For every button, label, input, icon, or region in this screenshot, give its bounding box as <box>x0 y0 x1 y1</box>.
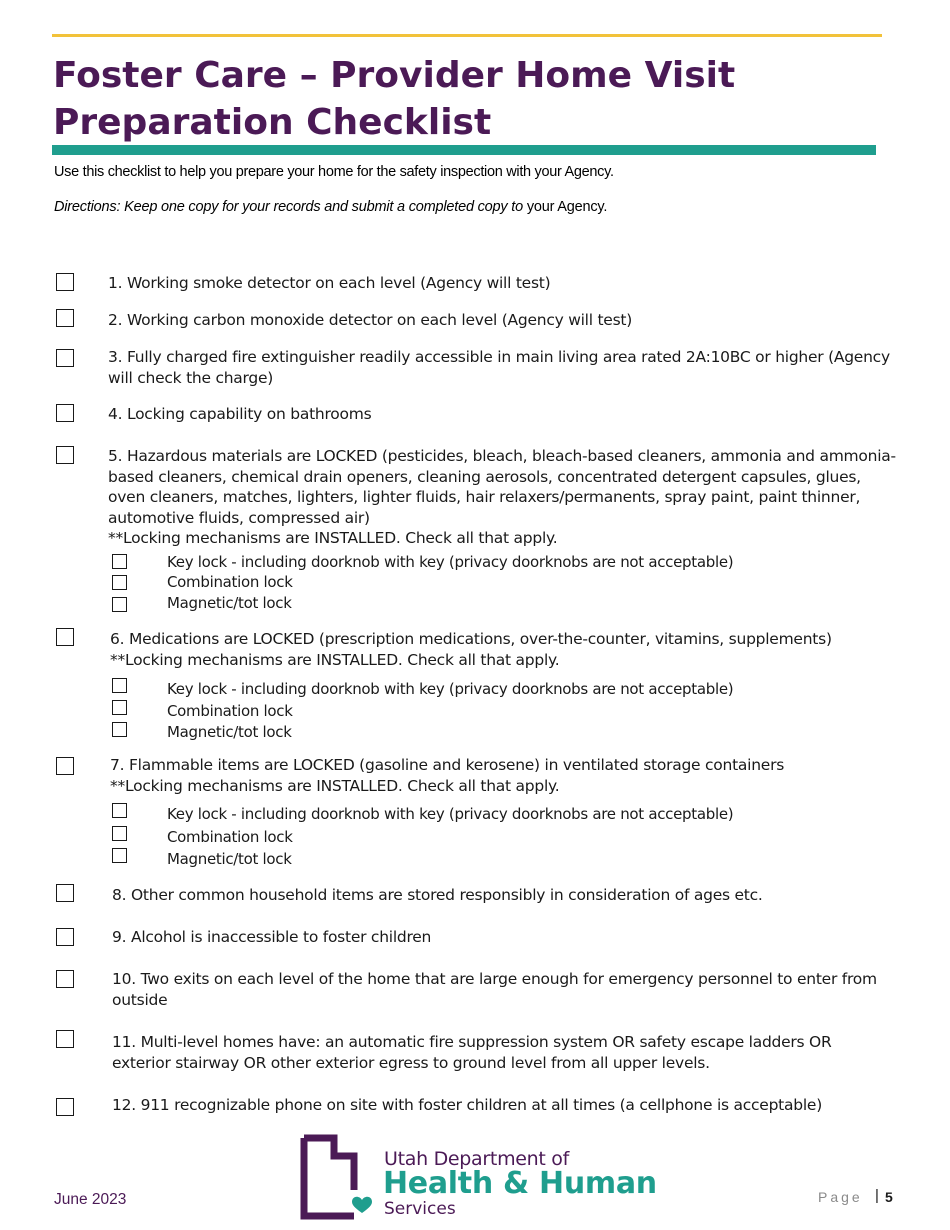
logo-text-department: Utah Department of <box>384 1148 570 1170</box>
checklist-item-7 <box>110 755 784 796</box>
checklist-item-2: 2. Working carbon monoxide detector on each level (Agency will test) <box>108 311 633 329</box>
item-7-combination-lock-label: Combination lock <box>167 828 293 846</box>
checkbox-item-6-combination-lock[interactable] <box>112 700 127 715</box>
checkbox-item-3[interactable] <box>56 349 74 367</box>
item-5-line-3: oven cleaners, matches, lighters, lighter fluids, hair relaxers/permanents, spray paint, paint thinner, <box>108 488 861 506</box>
checklist-item-10 <box>112 969 877 1010</box>
checkbox-item-7-combination-lock[interactable] <box>112 826 127 841</box>
checklist-item-12: 12. 911 recognizable phone on site with foster children at all times (a cellphone is acceptable) <box>112 1096 822 1114</box>
checkbox-item-7-magnetic-lock[interactable] <box>112 848 127 863</box>
top-gold-rule <box>52 34 882 37</box>
item-11-line-2: exterior stairway OR other exterior egress to ground level from all upper levels. <box>112 1053 710 1072</box>
item-7-magnetic-lock-label: Magnetic/tot lock <box>167 850 292 868</box>
checkbox-item-1[interactable] <box>56 273 74 291</box>
checkbox-item-6-magnetic-lock[interactable] <box>112 722 127 737</box>
checklist-item-1: 1. Working smoke detector on each level (Agency will test) <box>108 274 551 292</box>
item-10-line-1: 10. Two exits on each level of the home that are large enough for emergency personnel to enter from <box>112 970 877 988</box>
checklist-item-5 <box>108 446 896 549</box>
intro-text: Use this checklist to help you prepare your home for the safety inspection with your Agency. <box>54 164 614 180</box>
page-number: 5 <box>885 1189 893 1205</box>
item-5-combination-lock-label: Combination lock <box>167 573 293 591</box>
checklist-item-8: 8. Other common household items are stored responsibly in consideration of ages etc. <box>112 886 763 904</box>
checklist-item-6 <box>110 629 832 670</box>
item-5-key-lock-label: Key lock - including doorknob with key (privacy doorknobs are not acceptable) <box>167 553 734 571</box>
checkbox-item-8[interactable] <box>56 884 74 902</box>
item-11-line-1: 11. Multi-level homes have: an automatic fire suppression system OR safety escape ladders OR <box>112 1033 832 1051</box>
item-6-combination-lock-label: Combination lock <box>167 702 293 720</box>
page-title <box>53 52 853 146</box>
page-label: Page <box>818 1189 863 1205</box>
checkbox-item-11[interactable] <box>56 1030 74 1048</box>
item-5-magnetic-lock-label: Magnetic/tot lock <box>167 594 292 612</box>
footer-date: June 2023 <box>54 1191 127 1208</box>
utah-logo-icon <box>300 1134 380 1220</box>
item-5-line-2: based cleaners, chemical drain openers, cleaning aerosols, concentrated detergent capsules, glues, <box>108 467 861 486</box>
checkbox-item-5-magnetic-lock[interactable] <box>112 597 127 612</box>
directions-text <box>54 199 607 215</box>
checklist-item-3 <box>108 347 890 388</box>
item-5-line-4: automotive fluids, compressed air) <box>108 508 370 527</box>
checkbox-item-2[interactable] <box>56 309 74 327</box>
directions-tail: your Agency. <box>522 199 608 215</box>
item-7-line-2: **Locking mechanisms are INSTALLED. Check all that apply. <box>110 776 560 795</box>
item-6-line-1: 6. Medications are LOCKED (prescription medications, over-the-counter, vitamins, supplements) <box>110 630 832 648</box>
checkbox-item-5-key-lock[interactable] <box>112 554 127 569</box>
checklist-item-11 <box>112 1032 832 1073</box>
checkbox-item-12[interactable] <box>56 1098 74 1116</box>
item-3-line-1: 3. Fully charged fire extinguisher readily accessible in main living area rated 2A:10BC or higher (Agency <box>108 348 890 366</box>
title-teal-rule <box>52 145 876 155</box>
title-line-1: Foster Care – Provider Home Visit <box>53 55 736 96</box>
item-7-key-lock-label: Key lock - including doorknob with key (privacy doorknobs are not acceptable) <box>167 805 734 823</box>
item-10-line-2: outside <box>112 990 168 1009</box>
item-7-line-1: 7. Flammable items are LOCKED (gasoline and kerosene) in ventilated storage containers <box>110 756 785 774</box>
item-6-line-2: **Locking mechanisms are INSTALLED. Check all that apply. <box>110 650 560 669</box>
checkbox-item-6-key-lock[interactable] <box>112 678 127 693</box>
checkbox-item-5-combination-lock[interactable] <box>112 575 127 590</box>
page-separator: | <box>875 1187 879 1204</box>
title-line-2: Preparation Checklist <box>53 102 492 143</box>
checkbox-item-9[interactable] <box>56 928 74 946</box>
checklist-item-4: 4. Locking capability on bathrooms <box>108 405 372 423</box>
checkbox-item-4[interactable] <box>56 404 74 422</box>
checkbox-item-7-key-lock[interactable] <box>112 803 127 818</box>
logo-text-health-human: Health & Human <box>383 1166 657 1201</box>
checkbox-item-10[interactable] <box>56 970 74 988</box>
checkbox-item-6[interactable] <box>56 628 74 646</box>
item-6-magnetic-lock-label: Magnetic/tot lock <box>167 723 292 741</box>
item-5-line-1: 5. Hazardous materials are LOCKED (pesticides, bleach, bleach-based cleaners, ammonia and ammonia- <box>108 447 896 465</box>
item-5-line-5: **Locking mechanisms are INSTALLED. Check all that apply. <box>108 529 558 547</box>
checkbox-item-5[interactable] <box>56 446 74 464</box>
checkbox-item-7[interactable] <box>56 757 74 775</box>
directions-italic: Directions: Keep one copy for your records and submit a completed copy to <box>54 199 523 215</box>
item-3-line-2: will check the charge) <box>108 368 274 387</box>
checklist-item-9: 9. Alcohol is inaccessible to foster children <box>112 928 432 946</box>
logo-text-services: Services <box>384 1199 456 1219</box>
item-6-key-lock-label: Key lock - including doorknob with key (privacy doorknobs are not acceptable) <box>167 680 734 698</box>
